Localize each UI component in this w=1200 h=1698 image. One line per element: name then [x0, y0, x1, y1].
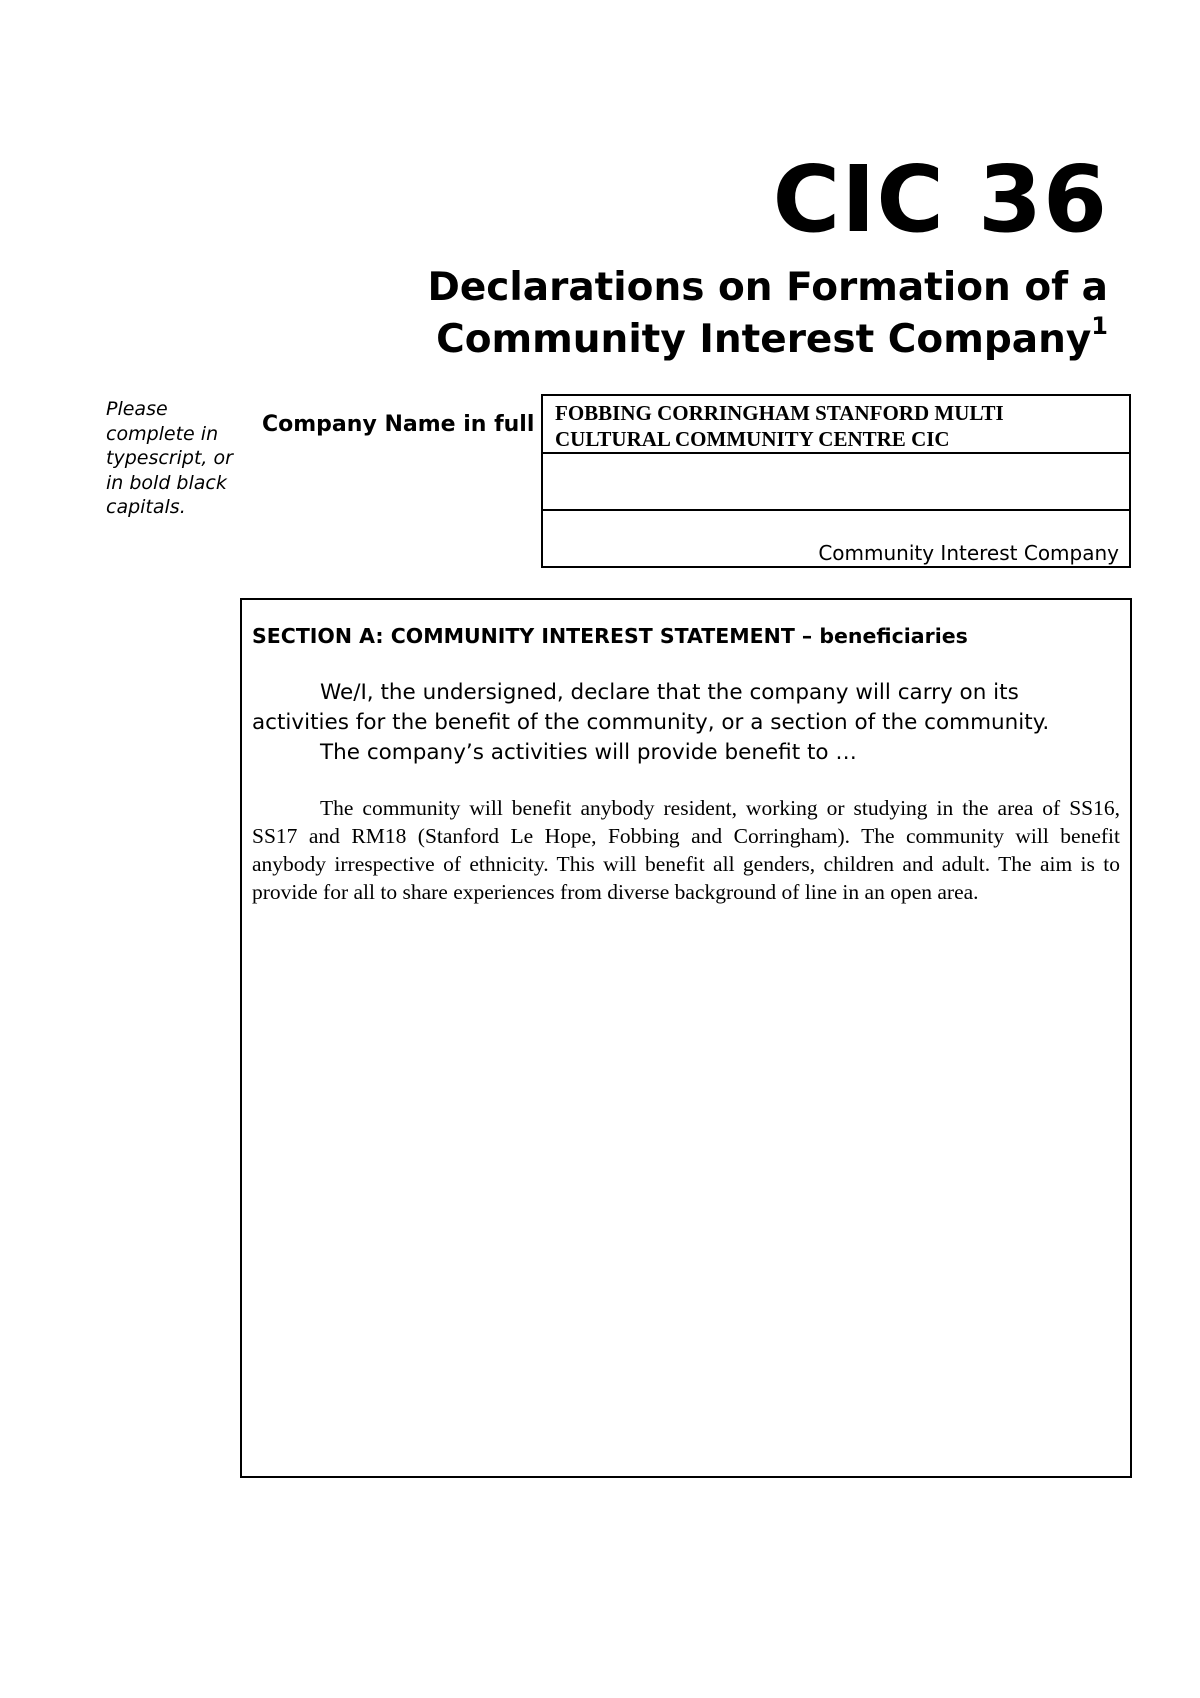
- completion-instructions: Please complete in typescript, or in bold black capitals.: [106, 398, 233, 518]
- footnote-marker: 1: [1091, 312, 1108, 340]
- company-name-row-3[interactable]: [543, 511, 1129, 566]
- form-code: CIC 36: [772, 146, 1108, 253]
- beneficiaries-response[interactable]: The community will benefit anybody resident, working or studying in the area of SS16, SS17 and RM18 (Stanford Le Hope, Fobbing and Corringham). The community will benefit anybody irrespective of ethnicity. This will benefit all genders, children and adult. The aim is to provide for all to share experiences from diverse background of line in an open area.: [252, 796, 1120, 904]
- declaration-statement: We/I, the undersigned, declare that the company will carry on its activities for the benefit of the community, or a section of the community.: [252, 680, 1050, 735]
- benefit-lead-in: The company’s activities will provide benefit to …: [320, 740, 857, 765]
- form-title-line1: Declarations on Formation of a: [427, 265, 1108, 310]
- form-title: [348, 262, 1108, 366]
- company-name-line2: CULTURAL COMMUNITY CENTRE CIC: [555, 427, 950, 451]
- form-title-line2: Community Interest Company: [436, 317, 1092, 362]
- company-type-suffix: Community Interest Company: [818, 541, 1119, 565]
- company-name-label: Company Name in full: [262, 412, 535, 437]
- section-a-box: [240, 598, 1132, 1478]
- company-name-row-2[interactable]: [543, 454, 1129, 511]
- section-a-heading: SECTION A: COMMUNITY INTEREST STATEMENT – beneficiaries: [252, 624, 968, 648]
- company-name-field[interactable]: [541, 394, 1131, 568]
- company-name-row-1[interactable]: [543, 396, 1129, 454]
- company-name-line1: FOBBING CORRINGHAM STANFORD MULTI: [555, 401, 1004, 425]
